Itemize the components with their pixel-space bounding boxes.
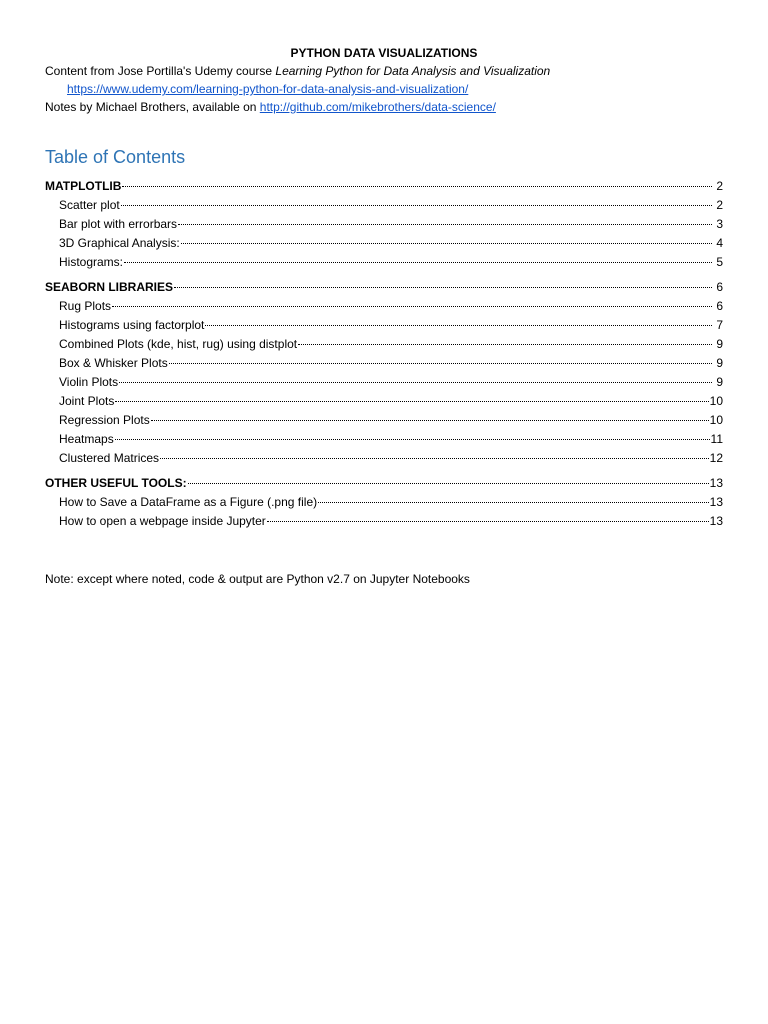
content-credit-prefix: Content from Jose Portilla's Udemy course bbox=[45, 64, 276, 78]
toc-leader-dots bbox=[124, 261, 712, 263]
toc-entry-combined-plots[interactable] bbox=[45, 335, 723, 354]
toc-entry-label: Violin Plots bbox=[59, 375, 119, 389]
notes-credit-prefix: Notes by Michael Brothers, available on bbox=[45, 100, 260, 114]
toc-entry-label: Combined Plots (kde, hist, rug) using distplot bbox=[59, 337, 298, 351]
toc-entry-clustered-matrices[interactable] bbox=[45, 449, 723, 468]
toc-entry-histograms-factorplot[interactable] bbox=[45, 316, 723, 335]
toc-entry-other-useful-tools[interactable] bbox=[45, 474, 723, 493]
toc-leader-dots bbox=[160, 457, 709, 459]
toc-entry-joint-plots[interactable] bbox=[45, 392, 723, 411]
toc-entry-label: Heatmaps bbox=[59, 432, 114, 446]
toc-entry-label: How to Save a DataFrame as a Figure (.png file) bbox=[59, 495, 318, 509]
toc-entry-bar-plot[interactable] bbox=[45, 215, 723, 234]
toc-entry-3d-analysis[interactable] bbox=[45, 234, 723, 253]
toc-leader-dots bbox=[318, 501, 709, 503]
toc-entry-label: Scatter plot bbox=[59, 198, 120, 212]
toc-page-number: 10 bbox=[709, 413, 723, 427]
toc-page-number: 13 bbox=[709, 476, 723, 490]
toc-leader-dots bbox=[115, 438, 710, 440]
toc-section-seaborn bbox=[45, 278, 723, 468]
toc-page-number: 2 bbox=[716, 198, 723, 212]
version-note: Note: except where noted, code & output are Python v2.7 on Jupyter Notebooks bbox=[45, 572, 470, 586]
document-title: PYTHON DATA VISUALIZATIONS bbox=[290, 46, 478, 60]
toc-entry-label: Box & Whisker Plots bbox=[59, 356, 168, 370]
toc-page-number: 6 bbox=[716, 280, 723, 294]
toc-entry-violin-plots[interactable] bbox=[45, 373, 723, 392]
toc-entry-box-whisker[interactable] bbox=[45, 354, 723, 373]
toc-page-number: 13 bbox=[709, 514, 723, 528]
toc-leader-dots bbox=[112, 305, 712, 307]
toc-page-number: 3 bbox=[716, 217, 723, 231]
toc-leader-dots bbox=[188, 482, 709, 484]
toc-leader-dots bbox=[205, 324, 712, 326]
toc-page-number: 13 bbox=[709, 495, 723, 509]
toc-entry-label: SEABORN LIBRARIES bbox=[45, 280, 174, 294]
toc-entry-label: 3D Graphical Analysis: bbox=[59, 236, 180, 250]
toc-entry-label: Bar plot with errorbars bbox=[59, 217, 178, 231]
toc-leader-dots bbox=[174, 286, 712, 288]
toc-entry-label: Joint Plots bbox=[59, 394, 115, 408]
table-of-contents bbox=[45, 177, 723, 531]
toc-page-number: 9 bbox=[716, 375, 723, 389]
toc-entry-label: OTHER USEFUL TOOLS: bbox=[45, 476, 187, 490]
toc-page-number: 7 bbox=[716, 318, 723, 332]
notes-url-link[interactable]: http://github.com/mikebrothers/data-science/ bbox=[259, 100, 496, 114]
content-credit-line bbox=[45, 62, 723, 80]
course-url-line bbox=[45, 80, 723, 98]
toc-entry-label: Rug Plots bbox=[59, 299, 112, 313]
toc-leader-dots bbox=[119, 381, 712, 383]
toc-entry-heatmaps[interactable] bbox=[45, 430, 723, 449]
toc-leader-dots bbox=[115, 400, 708, 402]
toc-entry-label: How to open a webpage inside Jupyter bbox=[59, 514, 266, 528]
toc-entry-label: Histograms using factorplot bbox=[59, 318, 205, 332]
course-name: Learning Python for Data Analysis and Visualization bbox=[275, 64, 551, 78]
toc-entry-open-webpage[interactable] bbox=[45, 512, 723, 531]
toc-page-number: 12 bbox=[709, 451, 723, 465]
toc-entry-label: Regression Plots bbox=[59, 413, 150, 427]
toc-page-number: 4 bbox=[716, 236, 723, 250]
toc-page-number: 6 bbox=[716, 299, 723, 313]
toc-page-number: 11 bbox=[710, 432, 723, 446]
toc-page-number: 5 bbox=[716, 255, 723, 269]
toc-entry-rug-plots[interactable] bbox=[45, 297, 723, 316]
toc-entry-matplotlib[interactable] bbox=[45, 177, 723, 196]
toc-entry-regression-plots[interactable] bbox=[45, 411, 723, 430]
toc-page-number: 9 bbox=[716, 337, 723, 351]
toc-leader-dots bbox=[122, 185, 712, 187]
course-url-link[interactable]: https://www.udemy.com/learning-python-for-data-analysis-and-visualization/ bbox=[67, 82, 469, 96]
toc-entry-save-dataframe[interactable] bbox=[45, 493, 723, 512]
notes-credit-line bbox=[45, 98, 723, 116]
toc-leader-dots bbox=[298, 343, 712, 345]
toc-leader-dots bbox=[181, 242, 712, 244]
toc-section-matplotlib bbox=[45, 177, 723, 272]
toc-entry-label: MATPLOTLIB bbox=[45, 179, 122, 193]
toc-page-number: 9 bbox=[716, 356, 723, 370]
document-page bbox=[45, 44, 723, 588]
toc-entry-seaborn-libraries[interactable] bbox=[45, 278, 723, 297]
toc-entry-scatter-plot[interactable] bbox=[45, 196, 723, 215]
toc-heading: Table of Contents bbox=[45, 147, 186, 167]
toc-leader-dots bbox=[169, 362, 712, 364]
toc-section-other-tools bbox=[45, 474, 723, 531]
toc-page-number: 10 bbox=[709, 394, 723, 408]
toc-entry-label: Histograms: bbox=[59, 255, 124, 269]
toc-leader-dots bbox=[178, 223, 712, 225]
toc-entry-histograms[interactable] bbox=[45, 253, 723, 272]
toc-leader-dots bbox=[151, 419, 709, 421]
toc-leader-dots bbox=[121, 204, 712, 206]
toc-leader-dots bbox=[267, 520, 709, 522]
toc-page-number: 2 bbox=[716, 179, 723, 193]
toc-entry-label: Clustered Matrices bbox=[59, 451, 160, 465]
